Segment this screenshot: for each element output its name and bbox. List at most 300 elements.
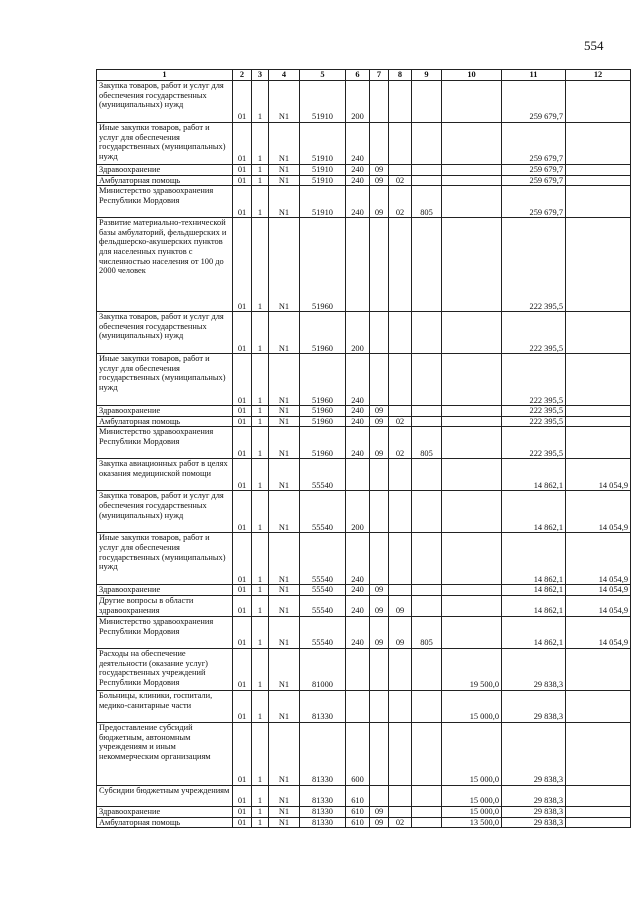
amount-cell: 29 838,3 [502,806,566,817]
code-cell: 01 [233,722,252,785]
code-cell: 01 [233,785,252,806]
code-cell: 610 [346,817,370,828]
code-cell: 01 [233,427,252,459]
name-cell: Закупка товаров, работ и услуг для обеспечения государственных (муниципальных) нужд [97,81,233,123]
code-cell [412,533,442,585]
code-cell [389,218,412,312]
amount-cell [566,123,631,165]
amount-cell [442,312,502,354]
code-cell: 01 [233,585,252,596]
code-cell [412,218,442,312]
amount-cell: 259 679,7 [502,175,566,186]
budget-table [96,69,631,828]
code-cell: 01 [233,165,252,176]
code-cell: 1 [252,427,269,459]
code-cell: 55540 [300,585,346,596]
code-cell: N1 [269,595,300,616]
name-cell: Здравоохранение [97,585,233,596]
amount-cell: 15 000,0 [442,806,502,817]
code-cell [370,123,389,165]
code-cell: N1 [269,81,300,123]
code-cell: N1 [269,165,300,176]
amount-cell [566,817,631,828]
code-cell [412,648,442,690]
page-number: 554 [584,38,604,53]
code-cell: N1 [269,123,300,165]
code-cell: 200 [346,491,370,533]
code-cell [412,817,442,828]
code-cell [412,722,442,785]
header-cell: 8 [389,70,412,81]
code-cell: 55540 [300,595,346,616]
code-cell: 1 [252,785,269,806]
code-cell: 55540 [300,491,346,533]
code-cell: 01 [233,459,252,491]
table-row [97,165,631,176]
amount-cell: 29 838,3 [502,648,566,690]
table-header [97,70,631,81]
code-cell: N1 [269,806,300,817]
table-row [97,585,631,596]
header-cell: 10 [442,70,502,81]
code-cell [389,354,412,406]
code-cell: N1 [269,533,300,585]
code-cell: 09 [389,616,412,648]
code-cell: 51910 [300,175,346,186]
header-cell: 2 [233,70,252,81]
code-cell [370,459,389,491]
amount-cell [566,81,631,123]
amount-cell [566,312,631,354]
code-cell: 09 [370,616,389,648]
amount-cell [442,165,502,176]
code-cell: N1 [269,427,300,459]
code-cell: 1 [252,616,269,648]
table-row [97,175,631,186]
code-cell [370,218,389,312]
amount-cell: 222 395,5 [502,218,566,312]
name-cell: Иные закупки товаров, работ и услуг для обеспечения государственных (муниципальных) нужд [97,123,233,165]
code-cell: 81330 [300,690,346,722]
name-cell: Расходы на обеспечение деятельности (оказание услуг) государственных учреждений Республики Мордовия [97,648,233,690]
code-cell [370,81,389,123]
amount-cell: 29 838,3 [502,785,566,806]
code-cell: N1 [269,585,300,596]
code-cell: N1 [269,416,300,427]
code-cell [412,595,442,616]
code-cell: 55540 [300,616,346,648]
name-cell: Закупка авиационных работ в целях оказания медицинской помощи [97,459,233,491]
code-cell: 01 [233,354,252,406]
code-cell [412,175,442,186]
code-cell [370,722,389,785]
code-cell: 1 [252,354,269,406]
amount-cell: 29 838,3 [502,722,566,785]
amount-cell: 222 395,5 [502,416,566,427]
amount-cell [442,459,502,491]
code-cell: 51910 [300,123,346,165]
code-cell [370,690,389,722]
header-cell: 12 [566,70,631,81]
code-cell: 240 [346,533,370,585]
table-row [97,533,631,585]
table-row [97,648,631,690]
code-cell: 1 [252,312,269,354]
amount-cell [566,416,631,427]
code-cell: 240 [346,416,370,427]
name-cell: Закупка товаров, работ и услуг для обеспечения государственных (муниципальных) нужд [97,491,233,533]
header-cell: 6 [346,70,370,81]
code-cell: 09 [370,165,389,176]
code-cell: 1 [252,165,269,176]
code-cell: 200 [346,81,370,123]
header-cell: 11 [502,70,566,81]
amount-cell: 222 395,5 [502,406,566,417]
code-cell: 1 [252,817,269,828]
table-row [97,354,631,406]
table-row [97,312,631,354]
code-cell: 200 [346,312,370,354]
amount-cell: 13 500,0 [442,817,502,828]
amount-cell [442,585,502,596]
name-cell: Предоставление субсидий бюджетным, автономным учреждениям и иным некоммерческим организациям [97,722,233,785]
code-cell [389,81,412,123]
code-cell: 1 [252,123,269,165]
code-cell: 240 [346,427,370,459]
code-cell: 02 [389,416,412,427]
table-row [97,427,631,459]
name-cell: Закупка товаров, работ и услуг для обеспечения государственных (муниципальных) нужд [97,312,233,354]
table-row [97,806,631,817]
code-cell [389,312,412,354]
code-cell: 51910 [300,186,346,218]
code-cell: 240 [346,175,370,186]
code-cell: 51910 [300,165,346,176]
header-cell: 7 [370,70,389,81]
amount-cell [442,354,502,406]
amount-cell [442,123,502,165]
code-cell [389,533,412,585]
code-cell: 81330 [300,722,346,785]
code-cell: N1 [269,218,300,312]
code-cell: N1 [269,186,300,218]
code-cell: 805 [412,186,442,218]
code-cell: 01 [233,690,252,722]
amount-cell: 14 054,9 [566,459,631,491]
code-cell: N1 [269,459,300,491]
amount-cell [566,648,631,690]
amount-cell: 14 054,9 [566,595,631,616]
code-cell [412,459,442,491]
table-row [97,785,631,806]
table-row [97,459,631,491]
code-cell [412,690,442,722]
code-cell: 55540 [300,533,346,585]
code-cell [346,459,370,491]
code-cell [370,785,389,806]
amount-cell [442,595,502,616]
code-cell: 240 [346,406,370,417]
amount-cell [566,186,631,218]
code-cell: 1 [252,416,269,427]
code-cell: 09 [370,186,389,218]
code-cell: 1 [252,175,269,186]
amount-cell: 14 862,1 [502,459,566,491]
name-cell: Здравоохранение [97,806,233,817]
code-cell: 81330 [300,785,346,806]
amount-cell [566,165,631,176]
code-cell [370,491,389,533]
name-cell: Иные закупки товаров, работ и услуг для обеспечения государственных (муниципальных) нужд [97,533,233,585]
amount-cell [442,406,502,417]
code-cell: 01 [233,817,252,828]
code-cell: 1 [252,595,269,616]
header-cell: 1 [97,70,233,81]
code-cell [412,785,442,806]
amount-cell: 15 000,0 [442,722,502,785]
code-cell: 01 [233,312,252,354]
amount-cell [442,186,502,218]
table-row [97,218,631,312]
code-cell: 240 [346,186,370,218]
name-cell: Развитие материально-технической базы амбулаторий, фельдшерских и фельдшерско-акушерских пунктов для населенных пунктов с численностью населения от 100 до 2000 человек [97,218,233,312]
code-cell [389,491,412,533]
amount-cell: 29 838,3 [502,690,566,722]
code-cell: 01 [233,175,252,186]
code-cell: 81330 [300,806,346,817]
table-row [97,722,631,785]
amount-cell [566,175,631,186]
table-row [97,406,631,417]
table-row [97,491,631,533]
code-cell [370,648,389,690]
code-cell [346,690,370,722]
code-cell: 02 [389,817,412,828]
code-cell: 805 [412,616,442,648]
code-cell [370,312,389,354]
amount-cell [442,81,502,123]
code-cell [412,416,442,427]
code-cell: 51960 [300,218,346,312]
name-cell: Субсидии бюджетным учреждениям [97,785,233,806]
amount-cell: 14 862,1 [502,595,566,616]
code-cell [389,648,412,690]
name-cell: Министерство здравоохранения Республики Мордовия [97,616,233,648]
amount-cell: 14 862,1 [502,616,566,648]
code-cell: 610 [346,785,370,806]
amount-cell [566,690,631,722]
code-cell: 09 [370,175,389,186]
code-cell [412,585,442,596]
amount-cell: 222 395,5 [502,312,566,354]
code-cell: 55540 [300,459,346,491]
name-cell: Министерство здравоохранения Республики Мордовия [97,427,233,459]
code-cell: 51960 [300,354,346,406]
code-cell: 09 [389,595,412,616]
amount-cell: 14 862,1 [502,533,566,585]
header-cell: 4 [269,70,300,81]
code-cell: N1 [269,175,300,186]
code-cell: 1 [252,533,269,585]
amount-cell: 222 395,5 [502,354,566,406]
header-row [97,70,631,81]
code-cell: 610 [346,806,370,817]
name-cell: Больницы, клиники, госпитали, медико-санитарные части [97,690,233,722]
code-cell: N1 [269,406,300,417]
code-cell: 01 [233,491,252,533]
code-cell: 01 [233,81,252,123]
code-cell: 51910 [300,81,346,123]
amount-cell [566,806,631,817]
code-cell: 09 [370,427,389,459]
code-cell: 1 [252,218,269,312]
code-cell [389,406,412,417]
code-cell: N1 [269,785,300,806]
code-cell: 01 [233,416,252,427]
amount-cell [566,406,631,417]
code-cell: 240 [346,595,370,616]
table-row [97,817,631,828]
code-cell: 51960 [300,427,346,459]
code-cell: 1 [252,491,269,533]
name-cell: Другие вопросы в области здравоохранения [97,595,233,616]
amount-cell: 14 862,1 [502,585,566,596]
code-cell: 1 [252,648,269,690]
amount-cell: 14 054,9 [566,491,631,533]
code-cell: 81000 [300,648,346,690]
amount-cell [566,722,631,785]
amount-cell [442,416,502,427]
code-cell: 01 [233,616,252,648]
code-cell: 01 [233,123,252,165]
code-cell: 1 [252,722,269,785]
code-cell [389,123,412,165]
amount-cell [566,785,631,806]
code-cell: 51960 [300,312,346,354]
amount-cell: 222 395,5 [502,427,566,459]
amount-cell: 259 679,7 [502,123,566,165]
name-cell: Министерство здравоохранения Республики Мордовия [97,186,233,218]
code-cell: 240 [346,616,370,648]
code-cell: 09 [370,595,389,616]
amount-cell: 15 000,0 [442,690,502,722]
amount-cell: 29 838,3 [502,817,566,828]
amount-cell: 15 000,0 [442,785,502,806]
code-cell [412,123,442,165]
table-row [97,616,631,648]
code-cell: 01 [233,186,252,218]
code-cell: 51960 [300,406,346,417]
code-cell: N1 [269,491,300,533]
code-cell: N1 [269,648,300,690]
table-row [97,416,631,427]
code-cell [346,648,370,690]
code-cell [346,218,370,312]
amount-cell: 14 862,1 [502,491,566,533]
code-cell [389,785,412,806]
code-cell: 01 [233,595,252,616]
amount-cell [566,427,631,459]
code-cell [412,354,442,406]
amount-cell: 14 054,9 [566,585,631,596]
code-cell [412,406,442,417]
code-cell: N1 [269,817,300,828]
code-cell: 01 [233,806,252,817]
table-body [97,81,631,828]
code-cell [412,806,442,817]
name-cell: Иные закупки товаров, работ и услуг для обеспечения государственных (муниципальных) нужд [97,354,233,406]
code-cell [412,81,442,123]
code-cell: 1 [252,806,269,817]
code-cell: 01 [233,218,252,312]
code-cell: 09 [370,585,389,596]
code-cell [412,165,442,176]
code-cell [389,459,412,491]
code-cell: N1 [269,354,300,406]
table-row [97,690,631,722]
amount-cell: 259 679,7 [502,186,566,218]
amount-cell [566,218,631,312]
code-cell: 240 [346,165,370,176]
amount-cell [442,427,502,459]
code-cell: 09 [370,817,389,828]
code-cell [389,165,412,176]
header-cell: 5 [300,70,346,81]
table-row [97,123,631,165]
code-cell: 02 [389,186,412,218]
amount-cell: 14 054,9 [566,533,631,585]
amount-cell [566,354,631,406]
code-cell: 240 [346,585,370,596]
code-cell: 01 [233,533,252,585]
name-cell: Амбулаторная помощь [97,817,233,828]
code-cell: 240 [346,123,370,165]
amount-cell [442,616,502,648]
header-cell: 9 [412,70,442,81]
code-cell: 02 [389,175,412,186]
amount-cell: 259 679,7 [502,165,566,176]
code-cell: 1 [252,585,269,596]
table-row [97,81,631,123]
amount-cell [442,533,502,585]
amount-cell [442,218,502,312]
code-cell [389,722,412,785]
code-cell [412,312,442,354]
code-cell: N1 [269,722,300,785]
code-cell: 51960 [300,416,346,427]
amount-cell [442,491,502,533]
code-cell [412,491,442,533]
amount-cell [442,175,502,186]
code-cell: 1 [252,459,269,491]
code-cell: 600 [346,722,370,785]
code-cell [389,806,412,817]
code-cell: 09 [370,406,389,417]
code-cell: N1 [269,690,300,722]
amount-cell: 19 500,0 [442,648,502,690]
name-cell: Здравоохранение [97,406,233,417]
code-cell [389,690,412,722]
code-cell: N1 [269,312,300,354]
table-row [97,595,631,616]
code-cell [370,533,389,585]
code-cell: 805 [412,427,442,459]
name-cell: Здравоохранение [97,165,233,176]
name-cell: Амбулаторная помощь [97,175,233,186]
table-row [97,186,631,218]
code-cell: 1 [252,186,269,218]
code-cell: 240 [346,354,370,406]
